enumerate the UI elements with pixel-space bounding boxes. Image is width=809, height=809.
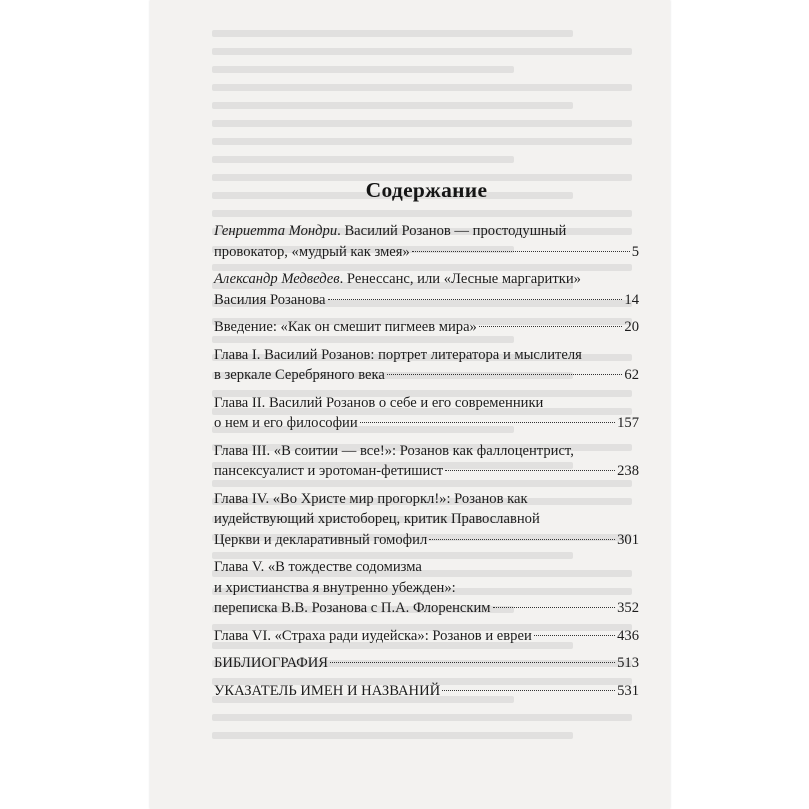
toc-entry [214,557,639,619]
toc-entry-final-line [214,317,639,338]
toc-entry [214,221,639,262]
toc-entry-text: Введение: «Как он смешит пигмеев мира» [214,319,477,335]
toc-entry-final-line [214,653,639,674]
toc-entry-final-line [214,598,639,619]
toc-entry-final-line [214,461,639,482]
dot-leader [412,251,630,252]
toc-entry-final-line [214,530,639,551]
toc-entry-final-line [214,413,639,434]
toc-page-number: 238 [617,463,639,479]
toc-entry [214,441,639,482]
toc-page-number: 62 [624,367,639,383]
toc-entry-line [214,345,639,366]
dot-leader [493,607,616,608]
toc-page-number: 20 [624,319,639,335]
toc-page-number: 436 [617,627,639,644]
toc-entry [214,681,639,702]
toc-entry-text: БИБЛИОГРАФИЯ [214,655,329,671]
toc-entry-text: пансексуалист и эротоман-фетишист [214,463,444,479]
dot-leader [330,662,615,663]
toc-page-number: 531 [617,682,639,699]
toc-page-number: 301 [617,531,639,548]
dot-leader [328,299,623,300]
toc-entry-text: . Василий Розанов — простодушный [337,223,567,239]
dot-leader [534,635,615,636]
toc-entry-text: провокатор, «мудрый как змея» [214,243,410,260]
toc-entry-final-line [214,242,639,263]
toc-entry-text: Глава IV. «Во Христе мир прогоркл!»: Розанов как [214,490,528,507]
toc-entry [214,345,639,386]
book-page [150,0,670,809]
toc-entries [214,221,639,701]
dot-leader [360,422,615,423]
toc-page-number: 352 [617,600,639,616]
toc-entry-text: УКАЗАТЕЛЬ ИМЕН И НАЗВАНИЙ [214,682,441,699]
toc-entry-text: Глава III. «В соитии — все!»: Розанов как фаллоцентрист, [214,442,574,459]
toc-entry-text: Василия Розанова [214,291,326,308]
toc-entry-final-line [214,290,639,311]
toc-entry-final-line [214,681,639,702]
toc-entry-text: переписка В.В. Розанова с П.А. Флоренским [214,600,491,616]
toc-entry-text: Глава II. Василий Розанов о себе и его современники [214,394,544,411]
toc-entry-text: . Ренессанс, или «Лесные маргаритки» [339,271,581,287]
toc-entry-text: Глава I. Василий Розанов: портрет литератора и мыслителя [214,346,582,363]
dot-leader [479,326,623,327]
dot-leader [429,539,615,540]
toc-entry [214,393,639,434]
toc-entry-final-line [214,626,639,647]
toc-entry-text: о нем и его философии [214,415,358,431]
toc-entry-text: Глава VI. «Страха ради иудейска»: Розанов и евреи [214,627,532,644]
toc-entry-text: и христианства я внутренно убежден»: [214,579,456,596]
toc-entry-line [214,221,639,242]
toc-entry [214,317,639,338]
dot-leader [442,690,615,691]
toc-entry-text: Церкви и декларативный гомофил [214,531,428,548]
table-of-contents [214,178,639,708]
dot-leader [445,470,615,471]
toc-page-number: 513 [617,655,639,671]
toc-entry-line [214,441,639,462]
toc-entry-author: Генриетта Мондри [214,223,338,239]
toc-entry-line [214,269,639,290]
toc-title: Содержание [365,178,488,202]
toc-entry-author: Александр Медведев [214,271,340,287]
toc-page-number: 5 [631,243,639,260]
toc-page-number: 14 [624,291,639,308]
toc-entry-line [214,557,639,578]
toc-entry-line [214,489,639,510]
toc-entry [214,489,639,551]
dot-leader [387,374,623,375]
toc-entry-line [214,509,639,530]
toc-entry-text: Глава V. «В тождестве содомизма [214,559,422,575]
toc-entry-final-line [214,365,639,386]
toc-entry [214,653,639,674]
toc-page-number: 157 [617,415,639,431]
toc-entry-line [214,393,639,414]
toc-entry [214,626,639,647]
toc-entry-line [214,578,639,599]
toc-entry-text: в зеркале Серебряного века [214,367,385,383]
toc-entry-text: иудействующий христоборец, критик Православной [214,511,540,527]
toc-entry [214,269,639,310]
